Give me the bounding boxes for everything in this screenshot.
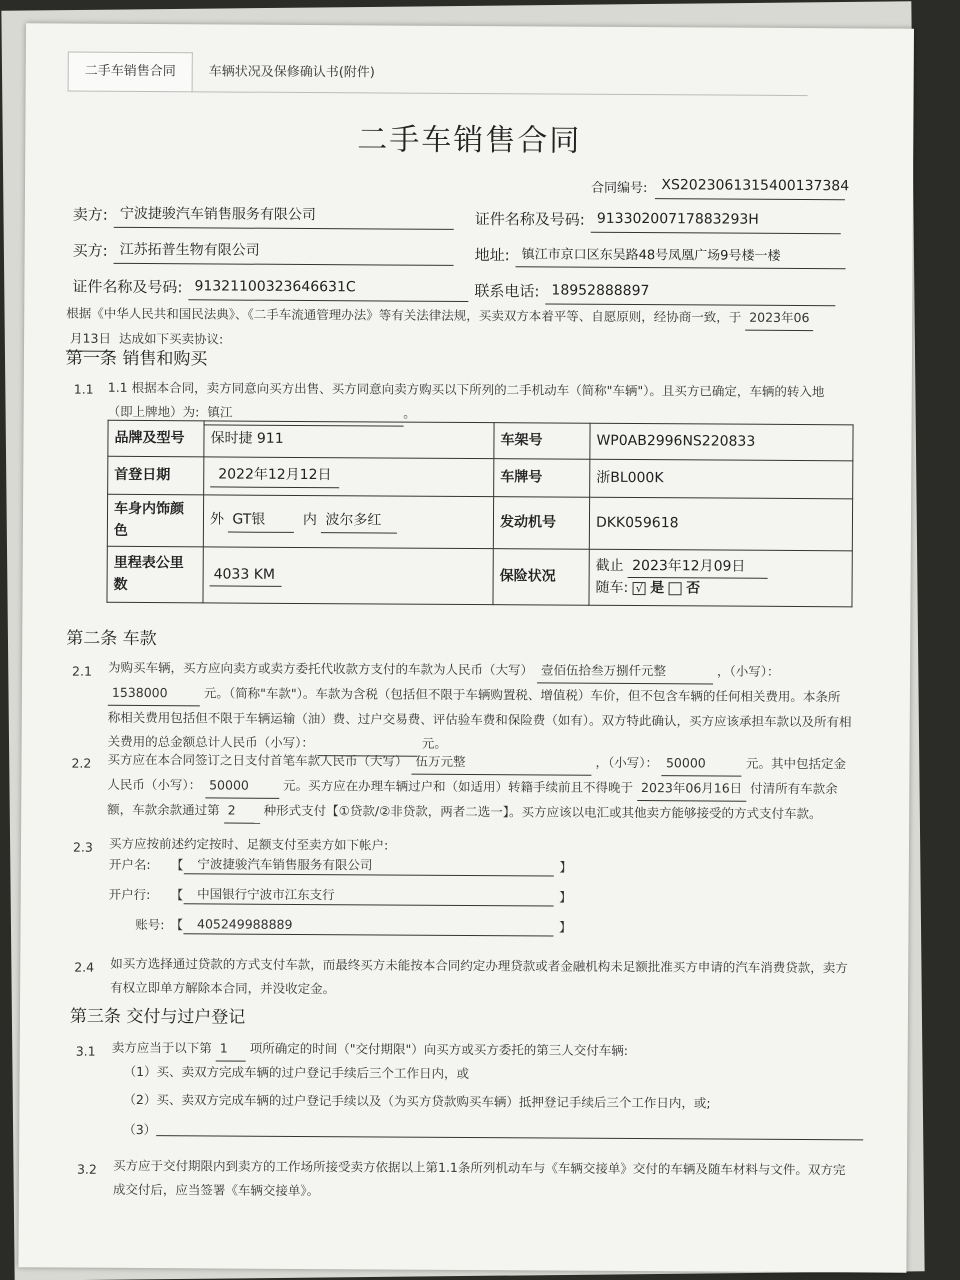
insurance-until-date: 2023年12月09日 [628, 556, 768, 580]
no-checkbox[interactable] [669, 582, 682, 595]
vehicle-spec-table [106, 420, 853, 608]
seller-name: 宁波捷骏汽车销售服务有限公司 [114, 204, 454, 230]
final-payment-date: 2023年06月16日 [637, 776, 746, 802]
tab-bar [68, 52, 391, 94]
registration-place: 镇江 [203, 400, 403, 426]
bank-open-bracket: 【 [170, 887, 184, 903]
clause-2-2-text-a: 买方应在本合同签订之日支付首笔车款人民币（大写） [107, 751, 408, 769]
first-reg-cell [204, 457, 494, 497]
preamble-text-end: 达成如下买卖协议: [118, 330, 224, 347]
contract-page [18, 23, 914, 1272]
plate-label: 车牌号 [494, 459, 590, 498]
clause-2-3-number: 2.3 [72, 839, 93, 855]
first-reg-label: 首登日期 [108, 456, 204, 495]
buyer-id-label: 证件名称及号码: [72, 278, 183, 297]
clause-2-1 [108, 656, 853, 760]
clause-2-2-number: 2.2 [71, 755, 92, 771]
bank-label: 开户行: [108, 886, 151, 903]
clause-2-4-text: 如买方选择通过贷款的方式支付车款，而最终买方未能按本合同约定办理贷款或者金融机构未足额批准买方申请的汽车消费贷款，卖方有权立即单方解除本合同，并没收定金。 [110, 955, 848, 997]
engine-value: DKK059618 [589, 497, 852, 551]
clause-2-2-text-d: 元。买方应在办理车辆过户和（如适用）转籍手续前且不得晚于 [283, 777, 634, 796]
table-row [107, 494, 852, 551]
account-number-label: 账号: [135, 916, 165, 933]
table-row [108, 420, 853, 461]
clause-2-2-text-c: 元。其中包括定金人民币（小写）： [107, 755, 847, 793]
buyer-address-label: 地址: [474, 246, 510, 265]
insurance-until-prefix: 截止 [595, 557, 624, 574]
insurance-follow-label: 随车: [595, 580, 629, 597]
brand-value: 保时捷 911 [204, 421, 494, 459]
clause-2-1-number: 2.1 [72, 663, 92, 679]
delivery-option-3 [123, 1118, 863, 1147]
clause-2-3-text: 买方应按前述约定按时、足额支付至卖方如下帐户: [108, 835, 389, 853]
buyer-phone-row [474, 280, 835, 306]
color-label: 车身内饰颜色 [107, 494, 203, 547]
clause-3-2-text: 买方应于交付期限内到卖方的工作场所接受卖方依据以上第1.1条所列机动车与《车辆交接单》交付的车辆及随车材料与文件。双方完成交付后，应当签署《车辆交接单》。 [112, 1157, 846, 1199]
account-number-close-bracket: 】 [558, 919, 572, 935]
price-in-words: 壹佰伍拾叁万捌仟元整 [537, 658, 713, 684]
section-2-title: 第二条 车款 [66, 628, 157, 650]
vin-value: WP0AB2996NS220833 [590, 423, 853, 461]
page-title: 二手车销售合同 [357, 122, 582, 159]
buyer-phone-value: 18952888897 [545, 280, 835, 305]
delivery-option-number: 1 [216, 1036, 246, 1061]
clause-3-1-text-b: 项所确定的时间（"交付期限"）向买方或买方委托的第三人交付车辆: [249, 1040, 628, 1058]
agreement-date-part1: 2023年06 [745, 306, 813, 331]
clause-2-1-text-d: 元。 [421, 735, 447, 751]
account-name-value: 宁波捷骏汽车销售服务有限公司 [183, 854, 553, 877]
first-reg-value: 2022年12月12日 [210, 465, 339, 488]
buyer-row [73, 240, 454, 266]
account-number-value: 405249988889 [183, 914, 553, 937]
delivery-option-3-blank [156, 1118, 863, 1140]
buyer-id-value: 91321100323646631C [188, 276, 468, 301]
clause-2-1-text-c: 元。（简称"车款"）。车款为含税（包括但不限于车辆购置税、增值税）车价，但不包含车辆的任何相关费用。本条所称相关费用包括但不限于车辆运输（油）费、过户交易费、评估验车费和保险费（如有）。双方特此确认，买方应该承担车款以及所有相关费用的总金额总计人民币（小写）： [107, 685, 852, 751]
insurance-label: 保险状况 [493, 549, 589, 606]
buyer-id-row [72, 276, 468, 302]
seller-id-value: 91330200717883293H [591, 209, 841, 234]
delivery-option-1: （1）买、卖双方完成车辆的过户登记手续后三个工作日内，或 [123, 1063, 470, 1082]
account-name-close-bracket: 】 [559, 859, 572, 875]
account-number-row [108, 914, 571, 937]
tab-sales-contract[interactable]: 二手车销售合同 [68, 52, 193, 93]
deposit-in-words: 伍万元整 [411, 750, 591, 776]
clause-2-2-text-e: 付清所有车款余额，车款余款通过第 [107, 780, 838, 818]
clause-2-2-text-f: 种形式支付【①贷款/②非贷款，两者二选一】。买方应该以电汇或其他卖方能够接受的方式支付车款。 [263, 802, 822, 822]
bank-row [109, 884, 572, 907]
section-3-title: 第三条 交付与过户登记 [69, 1006, 246, 1028]
contract-number-label: 合同编号: [590, 180, 648, 196]
plate-value: 浙BL000K [590, 459, 853, 499]
price-in-figures: 1538000 [108, 681, 200, 707]
buyer-phone-label: 联系电话: [474, 282, 540, 301]
clause-3-1-number: 3.1 [75, 1043, 96, 1059]
interior-prefix: 内 [302, 512, 317, 529]
clause-3-2-number: 3.2 [76, 1161, 97, 1177]
table-row [108, 456, 853, 499]
section-1-title: 第一条 销售和购买 [65, 348, 208, 370]
tab-vehicle-condition[interactable]: 车辆状况及保修确认书(附件) [208, 64, 375, 81]
clause-1-1-number: 1.1 [73, 381, 94, 397]
buyer-address-value: 镇江市京口区东吴路48号凤凰广场9号楼一楼 [516, 245, 846, 269]
account-name-label: 开户名: [108, 856, 151, 873]
vin-label: 车架号 [494, 423, 590, 460]
account-number-open-bracket: 【 [170, 917, 184, 933]
clause-2-1-text-b: ，（小写）： [717, 663, 780, 679]
seller-id-label: 证件名称及号码: [474, 210, 585, 230]
deposit-in-figures: 50000 [662, 751, 742, 776]
preamble-text: 根据《中华人民共和国民法典》、《二手车流通管理办法》等有关法律法规，买卖双方本着平等、自愿原则，经协商一致，于 [66, 305, 742, 325]
bank-value: 中国银行宁波市江东支行 [183, 884, 553, 907]
engine-label: 发动机号 [493, 497, 589, 550]
buyer-address-row [475, 244, 846, 270]
color-cell [203, 495, 493, 549]
clause-1-1-text: 1.1 根据本合同，卖方同意向买方出售、买方同意向卖方购买以下所列的二手机动车（简称"车辆"）。且买方已确定，车辆的转入地（即上牌地）为: [107, 379, 825, 420]
account-name-row [109, 854, 572, 877]
clause-2-2 [107, 748, 851, 828]
earnest-amount: 50000 [205, 773, 279, 798]
buyer-label: 买方: [72, 242, 108, 261]
odometer-cell [203, 547, 493, 605]
insurance-cell [589, 550, 852, 608]
exterior-prefix: 外 [209, 511, 225, 528]
clause-2-2-text-b: ，（小写）： [595, 754, 659, 771]
interior-color: 波尔多红 [321, 510, 397, 533]
delivery-option-2: （2）买、卖双方完成车辆的过户登记手续以及（为买方贷款购买车辆）抵押登记手续后三个工作日内，或; [123, 1091, 711, 1111]
clause-2-1-text-a: 为购买车辆，买方应向卖方或卖方委托代收款方支付的车款为人民币（大写） [108, 659, 534, 678]
bank-close-bracket: 】 [559, 889, 572, 905]
buyer-name: 江苏拓普生物有限公司 [114, 240, 454, 266]
yes-checkbox[interactable]: √ [633, 582, 646, 595]
payment-method: 2 [224, 799, 260, 824]
odometer-value: 4033 KM [210, 564, 282, 587]
contract-number-value: XS2023061315400137384 [655, 175, 845, 200]
agreement-date-part2: 月13日 [66, 327, 115, 352]
yes-label: 是 [650, 580, 665, 597]
table-row [107, 547, 852, 608]
seller-label: 卖方: [72, 206, 108, 225]
clause-3-1-text-a: 卖方应当于以下第 [111, 1039, 212, 1056]
exterior-color: GT银 [228, 510, 294, 533]
no-label: 否 [686, 580, 701, 597]
seller-id-row [475, 208, 841, 234]
account-name-open-bracket: 【 [170, 857, 184, 873]
seller-row [73, 204, 454, 230]
clause-2-4-number: 2.4 [74, 959, 95, 975]
delivery-option-3-label: （3） [123, 1121, 157, 1138]
brand-label: 品牌及型号 [108, 420, 204, 457]
clause-1-1: 1.1 根据本合同，卖方同意向买方出售、买方同意向卖方购买以下所列的二手机动车（简称"车辆"）。且买方已确定，车辆的转入地（即上牌地）为: 镇江 。 [108, 376, 848, 430]
tab-divider [68, 91, 808, 97]
odometer-label: 里程表公里数 [107, 547, 203, 604]
contract-number-row [590, 175, 850, 200]
